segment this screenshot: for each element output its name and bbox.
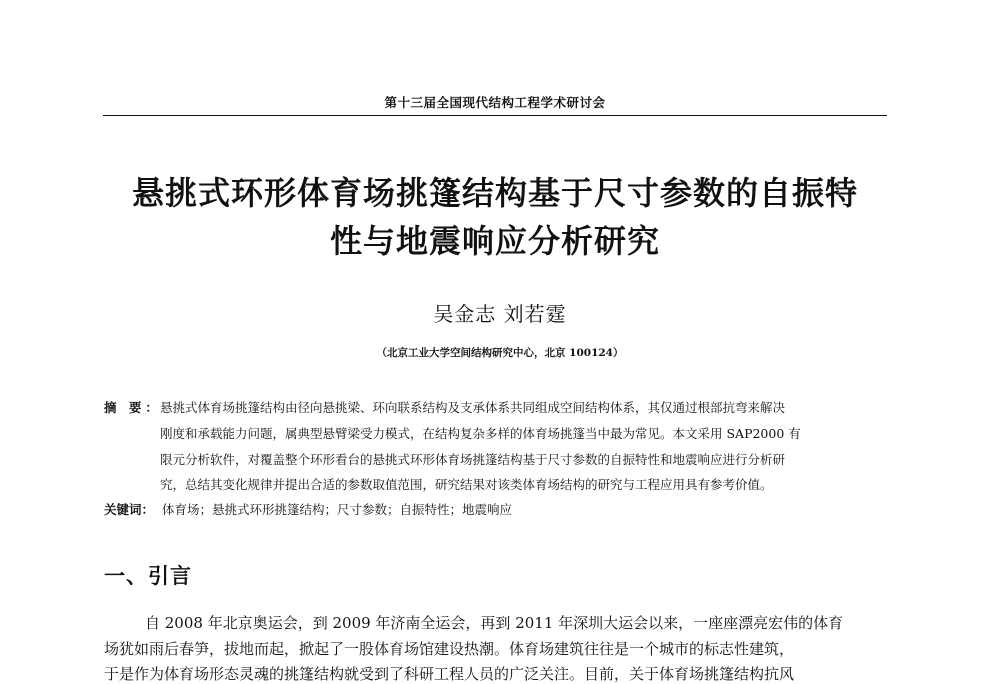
paper-title-line-2: 性与地震响应分析研究	[329, 222, 660, 260]
header-rule	[103, 115, 887, 116]
body-line: 自 2008 年北京奥运会，到 2009 年济南全运会，再到 2011 年深圳大运会以来，一座座漂亮宏伟的体育	[145, 614, 844, 632]
body-line: 于是作为体育场形态灵魂的挑篷结构就受到了科研工程人员的广泛关注。目前，关于体育场挑篷结构抗风	[104, 665, 795, 683]
keywords-label: 关键词：	[104, 502, 155, 517]
abstract-line: 究，总结其变化规律并提出合适的参数取值范围，研究结果对该类体育场结构的研究与工程应用具有参考价值。	[160, 477, 773, 492]
authors: 吴金志 刘若霆	[433, 302, 567, 326]
abstract-label: 摘 要：	[104, 400, 162, 415]
abstract-line: 悬挑式体育场挑篷结构由径向悬挑梁、环向联系结构及支承体系共同组成空间结构体系，其仅通过根部抗弯来解决	[160, 400, 786, 415]
abstract-line: 限元分析软件，对覆盖整个环形看台的悬挑式环形体育场挑篷结构基于尺寸参数的自振特性和地震响应进行分析研	[160, 452, 786, 467]
section-heading: 一、引言	[104, 564, 192, 588]
abstract-line: 刚度和承载能力问题，属典型悬臂梁受力模式，在结构复杂多样的体育场挑篷当中最为常见。本文采用 SAP2000 有	[160, 426, 801, 441]
affiliation: （北京工业大学空间结构研究中心，北京 100124）	[376, 347, 624, 359]
paper-title-line-1: 悬挑式环形体育场挑篷结构基于尺寸参数的自振特	[131, 174, 858, 212]
body-line: 场犹如雨后春笋，拔地而起，掀起了一股体育场馆建设热潮。体育场建筑往往是一个城市的标志性建筑，	[104, 640, 795, 658]
conference-header: 第十三届全国现代结构工程学术研讨会	[384, 95, 606, 110]
keywords-text: 体育场；悬挑式环形挑篷结构；尺寸参数；自振特性；地震响应	[162, 502, 513, 517]
